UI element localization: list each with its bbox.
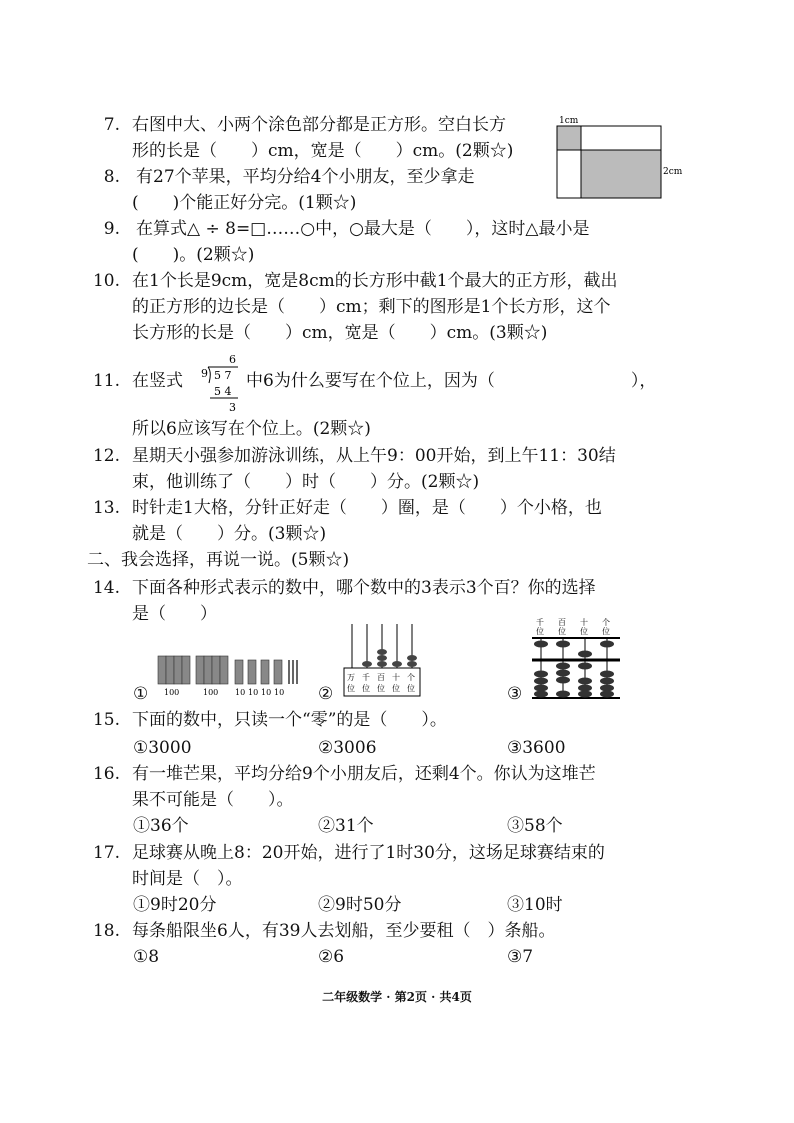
q14-line1: 下面各种形式表示的数中，哪个数中的3表示3个百？你的选择 — [132, 578, 596, 598]
q15-option-a: ①3000 — [133, 738, 192, 758]
q7-line2: 形的长是（ ）cm，宽是（ ）cm。(2颗☆) — [132, 141, 514, 161]
division-remainder: 3 — [229, 401, 236, 414]
q15-line1: 下面的数中，只读一个“零”的是（ ）。 — [132, 710, 447, 730]
abacus-place-label: 位 — [347, 684, 355, 693]
q11-number: 11. — [92, 371, 120, 391]
q14-option-1-marker: ① — [133, 684, 149, 704]
q17-line2: 时间是（ ）。 — [132, 869, 243, 889]
q15-number: 15. — [92, 710, 120, 730]
abacus-place-label: 十 — [392, 673, 400, 682]
q12-number: 12. — [92, 446, 120, 466]
q18-option-c: ③7 — [507, 947, 534, 967]
abacus3-label: 位 — [602, 627, 610, 636]
block-label: 10 — [261, 688, 272, 697]
division-product: 5 4 — [214, 385, 232, 398]
abacus-place-label: 百 — [377, 673, 385, 682]
division-divisor: 9 — [201, 367, 208, 380]
q13-number: 13. — [92, 498, 120, 518]
q12-line2: 束，他训练了（ ）时（ ）分。(2颗☆) — [132, 472, 480, 492]
q10-line2: 的正方形的边长是（ ）cm；剩下的图形是1个长方形，这个 — [132, 297, 611, 317]
q17-option-a: ①9时20分 — [133, 895, 217, 915]
q10-line3: 长方形的长是（ ）cm，宽是（ ）cm。(3颗☆) — [132, 323, 548, 343]
abacus3-label: 个 — [602, 618, 610, 627]
q11-post: 中6为什么要写在个位上，因为（ ）， — [246, 371, 657, 391]
q15-option-c: ③3600 — [507, 738, 566, 758]
q16-option-a: ①36个 — [133, 816, 189, 836]
q16-number: 16. — [92, 764, 120, 784]
abacus3-label: 位 — [558, 627, 566, 636]
abacus3-label: 百 — [558, 618, 566, 627]
long-division-figure — [192, 352, 242, 414]
abacus-place-label: 万 — [347, 673, 355, 682]
q11-line2: 所以6应该写在个位上。(2颗☆) — [132, 419, 371, 439]
q14-option-3-marker: ③ — [507, 684, 523, 704]
section-2-title: 二、我会选择，再说一说。(5颗☆) — [87, 550, 350, 570]
q15-option-b: ②3006 — [318, 738, 377, 758]
q11-pre: 在竖式 — [132, 371, 183, 391]
q10-number: 10. — [92, 271, 120, 291]
q13-line2: 就是（ ）分。(3颗☆) — [132, 524, 327, 544]
q7-square-figure — [556, 115, 683, 200]
abacus-place-label: 个 — [407, 673, 415, 682]
q7-number: 7. — [103, 115, 120, 135]
abacus-place-label: 位 — [392, 684, 400, 693]
q14-number: 14. — [92, 578, 120, 598]
q9-line2: ( )。(2颗☆) — [132, 245, 255, 265]
abacus-place-label: 千 — [362, 673, 370, 682]
abacus3-label: 十 — [580, 618, 588, 627]
q17-option-c: ③10时 — [507, 895, 563, 915]
q17-number: 17. — [92, 843, 120, 863]
abacus-place-label: 位 — [407, 684, 415, 693]
abacus3-label: 千 — [536, 618, 544, 627]
q12-line1: 星期天小强参加游泳训练，从上午9：00开始，到上午11：30结 — [132, 446, 616, 466]
place-value-blocks-figure — [156, 652, 306, 698]
q7-line1: 右图中大、小两个涂色部分都是正方形。空白长方 — [132, 115, 506, 135]
block-label: 10 — [274, 688, 285, 697]
page-footer: 二年级数学 · 第2页 · 共4页 — [322, 990, 472, 1004]
q8-line2: ( )个能正好分完。(1颗☆) — [132, 193, 357, 213]
q18-line1: 每条船限坐6人，有39人去划船，至少要租（ ）条船。 — [132, 921, 556, 941]
q14-option-2-marker: ② — [318, 684, 334, 704]
division-quotient: 6 — [229, 353, 236, 366]
q18-option-a: ①8 — [133, 947, 160, 967]
bead-abacus-figure — [530, 616, 624, 700]
abacus-figure — [342, 622, 422, 698]
q7-small-label: 1cm — [559, 116, 579, 126]
abacus3-label: 位 — [580, 627, 588, 636]
block-label: 10 — [235, 688, 246, 697]
q18-number: 18. — [92, 921, 120, 941]
block-label: 10 — [248, 688, 259, 697]
q17-line1: 足球赛从晚上8：20开始，进行了1时30分，这场足球赛结束的 — [132, 843, 605, 863]
q13-line1: 时针走1大格，分针正好走（ ）圈，是（ ）个小格，也 — [132, 498, 602, 518]
q8-line1: 有27个苹果，平均分给4个小朋友，至少拿走 — [136, 167, 475, 187]
abacus3-label: 位 — [536, 627, 544, 636]
q14-line2: 是（ ） — [132, 604, 217, 624]
q8-number: 8. — [103, 167, 120, 187]
block-label: 100 — [203, 688, 219, 697]
q9-line1: 在算式△ ÷ 8=□……○中，○最大是（ ），这时△最小是 — [136, 219, 590, 239]
abacus-place-label: 位 — [362, 684, 370, 693]
division-dividend: 5 7 — [214, 369, 232, 382]
q17-option-b: ②9时50分 — [318, 895, 402, 915]
q16-line2: 果不可能是（ ）。 — [132, 790, 294, 810]
q16-option-b: ②31个 — [318, 816, 374, 836]
q16-line1: 有一堆芒果，平均分给9个小朋友后，还剩4个。你认为这堆芒 — [132, 764, 596, 784]
q10-line1: 在1个长是9cm，宽是8cm的长方形中截1个最大的正方形，截出 — [132, 271, 618, 291]
q16-option-c: ③58个 — [507, 816, 563, 836]
abacus-place-label: 位 — [377, 684, 385, 693]
q9-number: 9. — [103, 219, 120, 239]
block-label: 100 — [164, 688, 180, 697]
q18-option-b: ②6 — [318, 947, 345, 967]
q7-large-label: 2cm — [663, 167, 683, 177]
